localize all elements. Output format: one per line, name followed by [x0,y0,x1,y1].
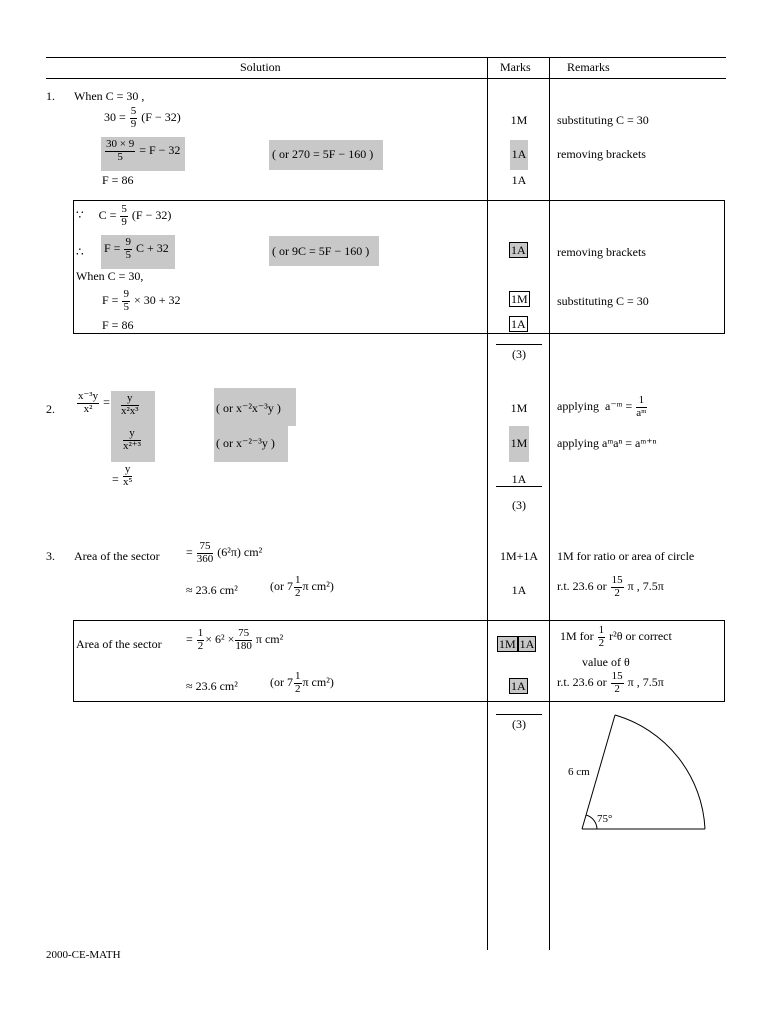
q2-mark-1: 1M [510,401,528,415]
q1-alt-line-3: When C = 30, [76,269,144,283]
q3-alt-mark-1: 1M 1A [499,637,535,651]
sector-radius-label: 6 cm [568,766,590,778]
sector-angle-label: 75° [597,813,613,825]
q2-number: 2. [46,402,55,416]
header-marks: Marks [500,60,531,74]
q2-mark-2: 1M [510,436,528,450]
q3-line-2: ≈ 23.6 cm² [186,583,238,597]
q2-line-3-rhs: $\frac{y}{\text{x⁵}}$ [123,463,133,488]
q2-remark-1: applying a⁻ᵐ = $\frac{1}{\text{aᵐ}}$ [557,394,647,419]
q2-line-1-alternative: ( or x⁻²x⁻³y ) [216,401,281,415]
sector-angle-arc [586,815,597,829]
q2-line-1-rhs: $\frac{y}{\text{x²x³}}$ [121,392,139,417]
q1-line-3-alternative: ( or 270 = 5F − 160 ) [272,147,374,161]
q1-remark-2: removing brackets [557,147,646,161]
q3-line-1-label: Area of the sector [74,549,160,563]
q2-line-2-alternative: ( or x⁻²⁻³y ) [216,436,275,450]
q3-mark-2: 1A [511,583,527,597]
q1-alt-remark-2: substituting C = 30 [557,294,649,308]
q1-mark-2: 1A [511,147,527,161]
q1-alt-line-5: F = 86 [102,318,134,332]
q1-total-rule [496,344,542,345]
q1-mark-1: 1M [510,113,528,127]
q3-remark-1: 1M for ratio or area of circle [557,549,695,563]
table-top-rule [46,57,726,58]
q1-alt-line-2-alternative: ( or 9C = 5F − 160 ) [272,244,370,258]
sector-arc [615,715,705,829]
q2-line-1-lhs: $\frac{\text{x⁻³y}}{\text{x²}}$ = [78,390,110,415]
q1-line-2: 30 = $\frac{5}{9}$ (F − 32) [104,105,181,130]
q1-alt-therefore: ∴ [76,245,84,259]
header-remarks: Remarks [567,60,610,74]
q1-line-4: F = 86 [102,173,134,187]
q3-line-2-alternative: (or 7 $\frac{1}{2}$ π cm²) [270,574,334,599]
footer-code: 2000-CE-MATH [46,949,121,961]
q3-alt-remark-1-line-2: value of θ [582,655,630,669]
q1-alt-line-4: F = $\frac{9}{5}$ × 30 + 32 [102,288,181,313]
q1-alt-remark-1: removing brackets [557,245,646,259]
q2-total-rule [496,486,542,487]
q2-mark-3: 1A [511,472,527,486]
sector-diagram [560,705,720,840]
q1-mark-3: 1A [511,173,527,187]
q3-alt-line-2: ≈ 23.6 cm² [186,679,238,693]
q3-line-1-expression: = $\frac{75}{360}$ (6²π) cm² [186,540,263,565]
q3-total-rule [496,714,542,715]
q2-line-2-rhs: $\frac{y}{\text{x²⁺³}}$ [123,427,141,452]
q1-total: (3) [512,347,526,361]
q3-alt-remark-2: r.t. 23.6 or $\frac{15}{2}$ π , 7.5π [557,670,664,695]
header-solution: Solution [240,60,281,74]
q1-number: 1. [46,89,55,103]
q1-alt-mark-1: 1A [511,243,526,257]
q1-alt-line-1: ∵ C = $\frac{5}{9}$ (F − 32) [76,203,172,228]
table-header-rule [46,78,726,79]
q1-remark-1: substituting C = 30 [557,113,649,127]
q1-alt-mark-2: 1M [511,292,528,306]
q2-total: (3) [512,498,526,512]
q1-alt-mark-3: 1A [511,317,526,331]
q3-alt-line-2-alternative: (or 7 $\frac{1}{2}$ π cm²) [270,670,334,695]
q3-total: (3) [512,717,526,731]
q3-alt-mark-2: 1A [511,679,526,693]
q3-alt-remark-1: 1M for $\frac{1}{2}$ r²θ or correct [560,624,672,649]
q3-mark-1: 1M+1A [499,549,539,563]
q1-line-3: $\frac{30 \times 9}{5}$ = F − 32 [106,138,181,163]
q1-alt-line-2: F = $\frac{9}{5}$ C + 32 [104,236,169,261]
q3-number: 3. [46,549,55,563]
q1-line-1: When C = 30 , [74,89,145,103]
q3-alt-line-1-expression: = $\frac{1}{2}$ × 6² × $\frac{75}{180}$ π cm² [186,627,284,652]
q3-remark-2: r.t. 23.6 or $\frac{15}{2}$ π , 7.5π [557,574,664,599]
q2-remark-2: applying aᵐaⁿ = aᵐ⁺ⁿ [557,436,657,450]
q2-line-3-eq: = [112,472,119,486]
q3-alt-line-1-label: Area of the sector [76,637,162,651]
